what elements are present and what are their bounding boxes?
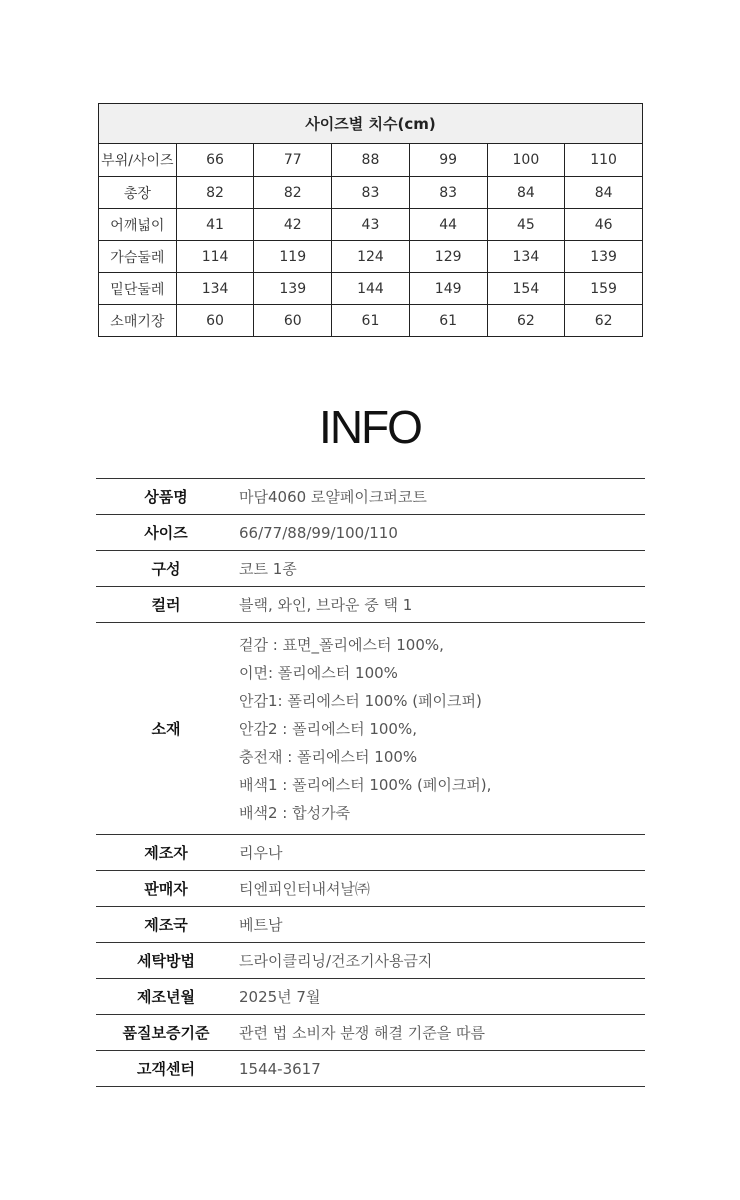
table-cell: 46 — [565, 209, 643, 241]
info-value: 2025년 7월 — [236, 979, 645, 1015]
info-row — [96, 979, 645, 1015]
row-label: 어깨넓이 — [99, 209, 177, 241]
size-table-header-row — [99, 144, 643, 177]
material-line: 이면: 폴리에스터 100% — [239, 663, 398, 682]
info-label: 제조국 — [96, 907, 236, 943]
table-cell: 45 — [487, 209, 565, 241]
info-value: 코트 1종 — [236, 551, 645, 587]
table-cell: 139 — [565, 241, 643, 273]
info-value: 티엔피인터내셔날㈜ — [236, 871, 645, 907]
info-row — [96, 479, 645, 515]
info-table — [96, 478, 645, 1087]
info-value: 관련 법 소비자 분쟁 해결 기준을 따름 — [236, 1015, 645, 1051]
table-cell: 61 — [332, 305, 410, 337]
info-label: 소재 — [96, 623, 236, 835]
info-row — [96, 907, 645, 943]
material-line: 안감1: 폴리에스터 100% (페이크퍼) — [239, 691, 482, 710]
info-row — [96, 943, 645, 979]
size-header: 77 — [254, 144, 332, 177]
info-value: 블랙, 와인, 브라운 중 택 1 — [236, 587, 645, 623]
size-header: 88 — [332, 144, 410, 177]
info-label: 사이즈 — [96, 515, 236, 551]
info-label: 구성 — [96, 551, 236, 587]
size-table-row — [99, 273, 643, 305]
info-row-material — [96, 623, 645, 835]
info-value: 마담4060 로얄페이크퍼코트 — [236, 479, 645, 515]
info-row — [96, 1015, 645, 1051]
table-cell: 84 — [565, 177, 643, 209]
table-cell: 60 — [176, 305, 254, 337]
row-label: 가슴둘레 — [99, 241, 177, 273]
info-label: 상품명 — [96, 479, 236, 515]
size-table-row — [99, 305, 643, 337]
material-value — [236, 623, 645, 835]
info-value: 베트남 — [236, 907, 645, 943]
info-row — [96, 587, 645, 623]
row-label: 소매기장 — [99, 305, 177, 337]
table-cell: 144 — [332, 273, 410, 305]
info-row — [96, 871, 645, 907]
material-line: 겉감 : 표면_폴리에스터 100%, — [239, 635, 444, 654]
row-label: 밑단둘레 — [99, 273, 177, 305]
table-cell: 119 — [254, 241, 332, 273]
info-label: 세탁방법 — [96, 943, 236, 979]
size-table-title: 사이즈별 치수(cm) — [99, 104, 643, 144]
table-cell: 61 — [409, 305, 487, 337]
table-cell: 62 — [487, 305, 565, 337]
table-cell: 83 — [332, 177, 410, 209]
info-label: 컬러 — [96, 587, 236, 623]
info-row — [96, 835, 645, 871]
table-cell: 139 — [254, 273, 332, 305]
table-cell: 134 — [176, 273, 254, 305]
size-header: 100 — [487, 144, 565, 177]
info-row — [96, 551, 645, 587]
table-cell: 41 — [176, 209, 254, 241]
table-cell: 83 — [409, 177, 487, 209]
material-line: 안감2 : 폴리에스터 100%, — [239, 719, 417, 738]
info-label: 제조년월 — [96, 979, 236, 1015]
material-line: 충전재 : 폴리에스터 100% — [239, 747, 418, 766]
size-header: 110 — [565, 144, 643, 177]
table-cell: 62 — [565, 305, 643, 337]
table-cell: 134 — [487, 241, 565, 273]
material-line: 배색2 : 합성가죽 — [239, 803, 351, 822]
info-label: 고객센터 — [96, 1051, 236, 1087]
table-cell: 42 — [254, 209, 332, 241]
info-value: 리우나 — [236, 835, 645, 871]
info-value: 드라이클리닝/건조기사용금지 — [236, 943, 645, 979]
info-label: 제조자 — [96, 835, 236, 871]
size-header: 99 — [409, 144, 487, 177]
table-cell: 114 — [176, 241, 254, 273]
table-cell: 154 — [487, 273, 565, 305]
info-label: 품질보증기준 — [96, 1015, 236, 1051]
info-value: 1544-3617 — [236, 1051, 645, 1087]
size-table-header-label: 부위/사이즈 — [99, 144, 177, 177]
table-cell: 124 — [332, 241, 410, 273]
table-cell: 44 — [409, 209, 487, 241]
info-heading: INFO — [319, 401, 421, 453]
table-cell: 159 — [565, 273, 643, 305]
table-cell: 82 — [176, 177, 254, 209]
size-table-row — [99, 177, 643, 209]
row-label: 총장 — [99, 177, 177, 209]
info-row — [96, 515, 645, 551]
size-table — [98, 103, 643, 337]
table-cell: 84 — [487, 177, 565, 209]
table-cell: 129 — [409, 241, 487, 273]
table-cell: 82 — [254, 177, 332, 209]
table-cell: 43 — [332, 209, 410, 241]
material-line: 배색1 : 폴리에스터 100% (페이크퍼), — [239, 775, 492, 794]
info-value: 66/77/88/99/100/110 — [236, 515, 645, 551]
table-cell: 149 — [409, 273, 487, 305]
size-table-row — [99, 209, 643, 241]
table-cell: 60 — [254, 305, 332, 337]
info-row — [96, 1051, 645, 1087]
info-label: 판매자 — [96, 871, 236, 907]
size-header: 66 — [176, 144, 254, 177]
size-table-row — [99, 241, 643, 273]
